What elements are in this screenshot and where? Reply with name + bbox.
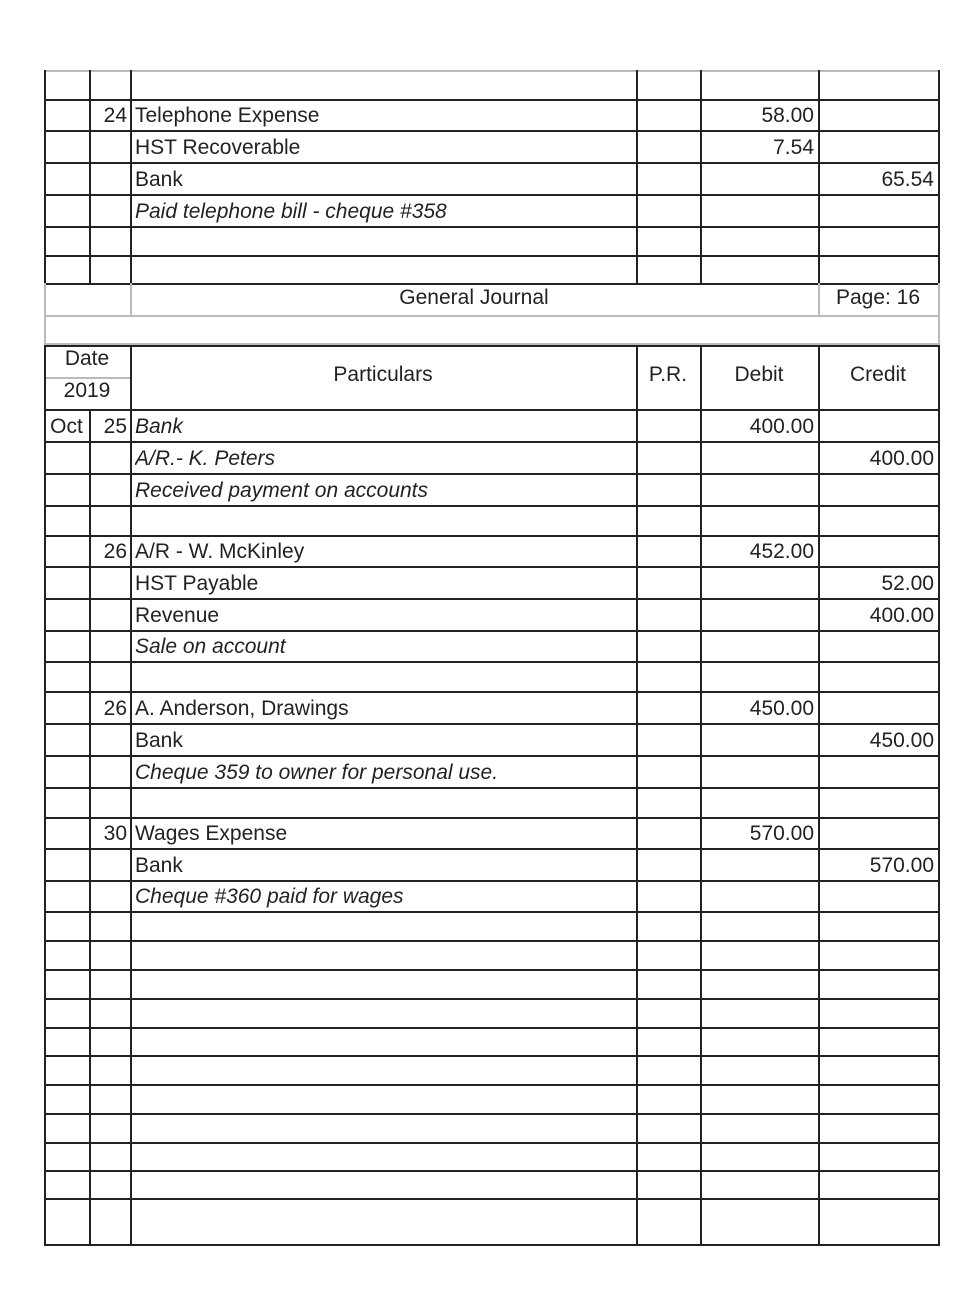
grid-line bbox=[44, 1142, 940, 1144]
account-name: A. Anderson, Drawings bbox=[135, 698, 349, 720]
debit-header: Debit bbox=[734, 364, 784, 386]
grid-line bbox=[44, 817, 940, 819]
entry-day bbox=[89, 605, 127, 627]
account-name bbox=[135, 1175, 633, 1197]
entry-day: 25 bbox=[103, 416, 127, 438]
pr-value bbox=[636, 698, 696, 720]
account-name: Bank bbox=[135, 855, 183, 877]
account-name bbox=[135, 1032, 633, 1054]
debit-amount bbox=[700, 793, 814, 815]
credit-amount bbox=[818, 945, 934, 967]
pr-value bbox=[636, 886, 696, 908]
entry-month bbox=[44, 636, 89, 658]
grid-line bbox=[44, 723, 940, 725]
grid-line bbox=[44, 566, 940, 568]
entry-day bbox=[89, 75, 127, 97]
grid-line bbox=[130, 283, 132, 317]
entry-day bbox=[89, 945, 127, 967]
pr-value bbox=[636, 448, 696, 470]
account-name: A/R - W. McKinley bbox=[135, 541, 305, 563]
entry-month bbox=[44, 793, 89, 815]
debit-amount bbox=[700, 480, 814, 502]
account-name: Telephone Expense bbox=[135, 105, 320, 127]
entry-month bbox=[44, 762, 89, 784]
grid-line bbox=[44, 787, 940, 789]
credit-amount bbox=[818, 698, 934, 720]
grid-line bbox=[44, 1198, 940, 1200]
credit-amount bbox=[818, 1147, 934, 1169]
debit-amount: 400.00 bbox=[749, 416, 814, 438]
entry-month bbox=[44, 1003, 89, 1025]
grid-line bbox=[44, 255, 940, 257]
entry-narration: Bank bbox=[135, 416, 183, 438]
entry-month bbox=[44, 1118, 89, 1140]
credit-amount bbox=[818, 916, 934, 938]
entry-day bbox=[89, 231, 127, 253]
entry-day bbox=[89, 480, 127, 502]
pr-value bbox=[636, 169, 696, 191]
grid-line bbox=[700, 345, 702, 411]
debit-amount bbox=[700, 75, 814, 97]
grid-line bbox=[636, 409, 638, 1246]
debit-amount: 570.00 bbox=[749, 823, 814, 845]
entry-month bbox=[44, 698, 89, 720]
entry-month bbox=[44, 541, 89, 563]
entry-day: 26 bbox=[103, 698, 127, 720]
grid-line bbox=[44, 998, 940, 1000]
account-name bbox=[135, 231, 633, 253]
entry-day bbox=[89, 886, 127, 908]
debit-amount: 7.54 bbox=[773, 137, 814, 159]
grid-line bbox=[44, 1113, 940, 1115]
pr-value bbox=[636, 1175, 696, 1197]
grid-line bbox=[700, 70, 702, 285]
credit-amount bbox=[818, 416, 934, 438]
credit-amount bbox=[818, 511, 934, 533]
entry-day bbox=[89, 1147, 127, 1169]
credit-amount bbox=[818, 260, 934, 282]
credit-amount bbox=[818, 1089, 934, 1111]
entry-month bbox=[44, 730, 89, 752]
entry-month bbox=[44, 573, 89, 595]
entry-day bbox=[89, 855, 127, 877]
credit-amount bbox=[818, 137, 934, 159]
grid-line bbox=[44, 661, 940, 663]
credit-amount bbox=[818, 762, 934, 784]
debit-amount bbox=[700, 169, 814, 191]
account-name: Revenue bbox=[135, 605, 220, 627]
entry-day: 24 bbox=[103, 105, 127, 127]
credit-amount bbox=[818, 1003, 934, 1025]
entry-month bbox=[44, 855, 89, 877]
grid-line bbox=[44, 283, 940, 285]
account-name bbox=[135, 793, 633, 815]
entry-month bbox=[44, 667, 89, 689]
credit-header: Credit bbox=[849, 364, 907, 386]
grid-line bbox=[89, 409, 91, 1246]
debit-amount bbox=[700, 1118, 814, 1140]
entry-day bbox=[89, 916, 127, 938]
grid-line bbox=[44, 1170, 940, 1172]
entry-narration: Cheque #360 paid for wages bbox=[135, 886, 404, 908]
grid-line bbox=[44, 630, 940, 632]
debit-amount: 452.00 bbox=[749, 541, 814, 563]
credit-amount: 52.00 bbox=[881, 573, 934, 595]
debit-amount bbox=[700, 260, 814, 282]
debit-amount bbox=[700, 605, 814, 627]
credit-amount bbox=[818, 1118, 934, 1140]
debit-amount bbox=[700, 886, 814, 908]
entry-day bbox=[89, 573, 127, 595]
grid-line bbox=[44, 505, 940, 507]
grid-line bbox=[44, 940, 940, 942]
pr-header: P.R. bbox=[648, 364, 688, 386]
journal-title: General Journal bbox=[399, 287, 549, 309]
credit-amount bbox=[818, 1032, 934, 1054]
grid-line bbox=[44, 162, 940, 164]
entry-day bbox=[89, 1060, 127, 1082]
entry-month bbox=[44, 1060, 89, 1082]
grid-line bbox=[44, 535, 940, 537]
credit-amount bbox=[818, 793, 934, 815]
credit-amount bbox=[818, 1060, 934, 1082]
entry-day bbox=[89, 730, 127, 752]
pr-value bbox=[636, 1089, 696, 1111]
entry-day bbox=[89, 1003, 127, 1025]
grid-line bbox=[44, 345, 46, 411]
grid-line bbox=[130, 70, 132, 285]
credit-amount bbox=[818, 541, 934, 563]
debit-amount bbox=[700, 1060, 814, 1082]
entry-month bbox=[44, 886, 89, 908]
entry-month bbox=[44, 1175, 89, 1197]
grid-line bbox=[44, 130, 940, 132]
entry-month bbox=[44, 1089, 89, 1111]
grid-line bbox=[938, 283, 940, 347]
pr-value bbox=[636, 1118, 696, 1140]
grid-line bbox=[44, 377, 132, 379]
pr-value bbox=[636, 1032, 696, 1054]
credit-amount bbox=[818, 75, 934, 97]
credit-amount bbox=[818, 886, 934, 908]
entry-month bbox=[44, 1205, 89, 1227]
account-name bbox=[135, 1003, 633, 1025]
grid-line bbox=[89, 70, 91, 285]
entry-day bbox=[89, 1089, 127, 1111]
account-name bbox=[135, 667, 633, 689]
pr-value bbox=[636, 667, 696, 689]
grid-line bbox=[44, 441, 940, 443]
grid-line bbox=[44, 345, 940, 347]
account-name bbox=[135, 511, 633, 533]
grid-line bbox=[818, 70, 820, 285]
account-name bbox=[135, 916, 633, 938]
debit-amount bbox=[700, 762, 814, 784]
entry-month bbox=[44, 511, 89, 533]
grid-line bbox=[818, 409, 820, 1246]
pr-value bbox=[636, 416, 696, 438]
credit-amount bbox=[818, 823, 934, 845]
grid-line bbox=[130, 345, 132, 411]
account-name bbox=[135, 945, 633, 967]
pr-value bbox=[636, 1003, 696, 1025]
grid-line bbox=[44, 409, 46, 1246]
entry-month bbox=[44, 448, 89, 470]
grid-line bbox=[938, 409, 940, 1246]
entry-day bbox=[89, 201, 127, 223]
account-name bbox=[135, 1089, 633, 1111]
particulars-header: Particulars bbox=[333, 364, 433, 386]
pr-value bbox=[636, 480, 696, 502]
grid-line bbox=[44, 598, 940, 600]
credit-amount: 65.54 bbox=[881, 169, 934, 191]
account-name bbox=[135, 1147, 633, 1169]
grid-line bbox=[44, 315, 940, 317]
grid-line bbox=[44, 409, 940, 411]
grid-line bbox=[44, 1244, 940, 1246]
pr-value bbox=[636, 1060, 696, 1082]
account-name: Bank bbox=[135, 730, 183, 752]
pr-value bbox=[636, 945, 696, 967]
debit-amount bbox=[700, 231, 814, 253]
entry-month bbox=[44, 1032, 89, 1054]
pr-value bbox=[636, 1147, 696, 1169]
pr-value bbox=[636, 974, 696, 996]
debit-amount bbox=[700, 636, 814, 658]
debit-amount bbox=[700, 1089, 814, 1111]
account-name bbox=[135, 75, 633, 97]
account-name bbox=[135, 1118, 633, 1140]
pr-value bbox=[636, 855, 696, 877]
entry-day bbox=[89, 1205, 127, 1227]
pr-value bbox=[636, 260, 696, 282]
pr-value bbox=[636, 137, 696, 159]
entry-month bbox=[44, 480, 89, 502]
grid-line bbox=[818, 283, 820, 317]
account-name bbox=[135, 974, 633, 996]
credit-amount bbox=[818, 1175, 934, 1197]
pr-value bbox=[636, 762, 696, 784]
entry-day: 30 bbox=[103, 823, 127, 845]
debit-amount bbox=[700, 916, 814, 938]
entry-day: 26 bbox=[103, 541, 127, 563]
entry-day bbox=[89, 667, 127, 689]
credit-amount bbox=[818, 636, 934, 658]
entry-month bbox=[44, 945, 89, 967]
grid-line bbox=[44, 283, 46, 347]
debit-amount bbox=[700, 945, 814, 967]
pr-value bbox=[636, 636, 696, 658]
credit-amount bbox=[818, 974, 934, 996]
credit-amount bbox=[818, 667, 934, 689]
debit-amount bbox=[700, 974, 814, 996]
date-header: Date bbox=[64, 348, 110, 370]
entry-day bbox=[89, 260, 127, 282]
debit-amount bbox=[700, 201, 814, 223]
pr-value bbox=[636, 75, 696, 97]
credit-amount bbox=[818, 201, 934, 223]
credit-amount: 400.00 bbox=[869, 448, 934, 470]
grid-line bbox=[130, 409, 132, 1246]
grid-line bbox=[44, 969, 940, 971]
credit-amount: 450.00 bbox=[869, 730, 934, 752]
entry-day bbox=[89, 169, 127, 191]
account-name: HST Recoverable bbox=[135, 137, 301, 159]
entry-month bbox=[44, 605, 89, 627]
grid-line bbox=[44, 1027, 940, 1029]
credit-amount bbox=[818, 105, 934, 127]
debit-amount: 58.00 bbox=[761, 105, 814, 127]
debit-amount bbox=[700, 573, 814, 595]
entry-narration: Sale on account bbox=[135, 636, 286, 658]
grid-line bbox=[44, 99, 940, 101]
debit-amount bbox=[700, 1003, 814, 1025]
pr-value bbox=[636, 511, 696, 533]
debit-amount bbox=[700, 667, 814, 689]
debit-amount bbox=[700, 855, 814, 877]
debit-amount bbox=[700, 511, 814, 533]
entry-narration: Paid telephone bill - cheque #358 bbox=[135, 201, 447, 223]
pr-value bbox=[636, 823, 696, 845]
credit-amount bbox=[818, 1205, 934, 1227]
credit-amount bbox=[818, 480, 934, 502]
pr-value bbox=[636, 793, 696, 815]
grid-line bbox=[44, 194, 940, 196]
pr-value bbox=[636, 1205, 696, 1227]
entry-narration: Received payment on accounts bbox=[135, 480, 429, 502]
entry-day bbox=[89, 1118, 127, 1140]
credit-amount: 400.00 bbox=[869, 605, 934, 627]
entry-day bbox=[89, 974, 127, 996]
grid-line bbox=[938, 70, 940, 285]
pr-value bbox=[636, 541, 696, 563]
grid-line bbox=[44, 226, 940, 228]
debit-amount bbox=[700, 1147, 814, 1169]
pr-value bbox=[636, 201, 696, 223]
entry-month bbox=[44, 916, 89, 938]
grid-line bbox=[700, 409, 702, 1246]
pr-value bbox=[636, 573, 696, 595]
debit-amount bbox=[700, 448, 814, 470]
grid-line bbox=[44, 1084, 940, 1086]
entry-month: Oct bbox=[50, 416, 83, 438]
account-name bbox=[135, 260, 633, 282]
grid-line bbox=[636, 345, 638, 411]
grid-line bbox=[44, 1055, 940, 1057]
grid-line bbox=[44, 755, 940, 757]
debit-amount bbox=[700, 730, 814, 752]
grid-line bbox=[44, 848, 940, 850]
grid-line bbox=[44, 70, 46, 285]
entry-day bbox=[89, 1032, 127, 1054]
entry-day bbox=[89, 511, 127, 533]
credit-amount: 570.00 bbox=[869, 855, 934, 877]
grid-line bbox=[44, 691, 940, 693]
pr-value bbox=[636, 916, 696, 938]
grid-line bbox=[818, 345, 820, 411]
account-name: HST Payable bbox=[135, 573, 259, 595]
account-name bbox=[135, 1060, 633, 1082]
entry-day bbox=[89, 762, 127, 784]
entry-month bbox=[44, 974, 89, 996]
entry-narration: Cheque 359 to owner for personal use. bbox=[135, 762, 499, 784]
grid-line bbox=[44, 880, 940, 882]
debit-amount bbox=[700, 1032, 814, 1054]
debit-amount bbox=[700, 1205, 814, 1227]
account-name: Wages Expense bbox=[135, 823, 288, 845]
pr-value bbox=[636, 605, 696, 627]
entry-month bbox=[44, 823, 89, 845]
pr-value bbox=[636, 231, 696, 253]
grid-line bbox=[44, 473, 940, 475]
entry-day bbox=[89, 1175, 127, 1197]
year-header: 2019 bbox=[63, 380, 111, 402]
entry-day bbox=[89, 448, 127, 470]
grid-line bbox=[938, 345, 940, 411]
grid-line bbox=[636, 70, 638, 285]
account-name: Bank bbox=[135, 169, 183, 191]
grid-line bbox=[44, 70, 940, 72]
entry-narration: A/R.- K. Peters bbox=[135, 448, 276, 470]
credit-amount bbox=[818, 231, 934, 253]
debit-amount: 450.00 bbox=[749, 698, 814, 720]
pr-value bbox=[636, 105, 696, 127]
account-name bbox=[135, 1205, 633, 1227]
grid-line bbox=[44, 911, 940, 913]
entry-month bbox=[44, 1147, 89, 1169]
entry-day bbox=[89, 793, 127, 815]
pr-value bbox=[636, 730, 696, 752]
entry-day bbox=[89, 636, 127, 658]
page-number: Page: 16 bbox=[835, 287, 921, 309]
debit-amount bbox=[700, 1175, 814, 1197]
entry-day bbox=[89, 137, 127, 159]
